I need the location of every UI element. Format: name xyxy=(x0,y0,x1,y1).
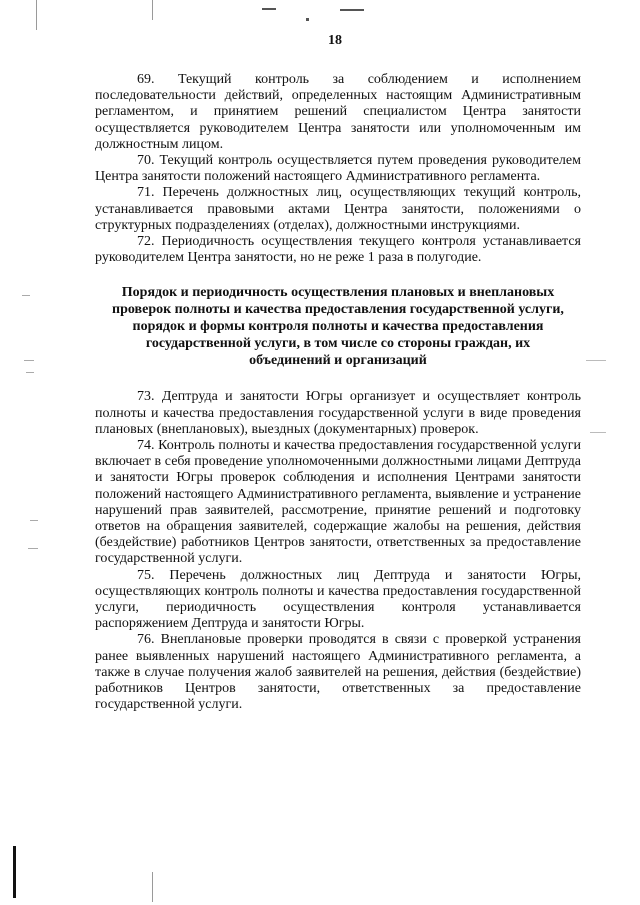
section-heading: Порядок и периодичность осуществления плановых и внеплановых проверок полноты и качества предоставления государственной услуги, порядок и формы контроля полноты и качества предоставления государственной услуги, в том числе со стороны граждан, их объединений и организаций xyxy=(112,285,564,369)
page-number: 18 xyxy=(328,33,342,48)
scan-artifact-line xyxy=(36,0,37,30)
scan-artifact-bar xyxy=(13,846,16,898)
document-body xyxy=(95,72,581,714)
paragraph-71: 71. Перечень должностных лиц, осуществляющих текущий контроль, устанавливается правовыми актами Центра занятости, положениями о структурных подразделениях (отделах), должностными инструкциями. xyxy=(95,185,581,233)
paragraph-76: 76. Внеплановые проверки проводятся в связи с проверкой устранения ранее выявленных нарушений настоящего Административного регламента, а также в случае получения жалоб заявителей на решения, действия (бездействие) работников Центров занятости, ответственных за предоставление государственной услуги. xyxy=(95,632,581,713)
scan-artifact-speck xyxy=(22,295,30,296)
scan-artifact-speck xyxy=(590,432,606,433)
scan-artifact-speck xyxy=(262,8,276,10)
paragraph-72: 72. Периодичность осуществления текущего контроля устанавливается руководителем Центра занятости, но не реже 1 раза в полугодие. xyxy=(95,234,581,266)
paragraph-69: 69. Текущий контроль за соблюдением и исполнением последовательности действий, определенных настоящим Административным регламентом, и принятием решений специалистом Центра занятости осуществляется руководителем Центра занятости или уполномоченным им должностным лицом. xyxy=(95,72,581,152)
paragraph-74: 74. Контроль полноты и качества предоставления государственной услуги включает в себя проведение уполномоченными должностными лицами Дептруда и занятости Югры проверок соблюдения и исполнения Центрами занятости положений настоящего Административного регламента, выявление и устранение нарушений прав заявителей, рассмотрение, принятие решений и подготовку ответов на обращения заявителей, содержащие жалобы на решения, действия (бездействие) работников Центров занятости, ответственных за предоставление государственной услуги. xyxy=(95,438,581,567)
scan-artifact-speck xyxy=(340,9,364,11)
paragraph-73: 73. Дептруда и занятости Югры организует и осуществляет контроль полноты и качества предоставления государственной услуги в виде проведения плановых (внеплановых), выездных (документарных) проверок. xyxy=(95,389,581,437)
scan-artifact-line xyxy=(152,872,153,902)
paragraph-70: 70. Текущий контроль осуществляется путем проведения руководителем Центра занятости положений настоящего Административного регламента. xyxy=(95,153,581,185)
paragraph-75: 75. Перечень должностных лиц Дептруда и занятости Югры, осуществляющих контроль полноты и качества предоставления государственной услуги, периодичность осуществления контроля устанавливается распоряжением Дептруда и занятости Югры. xyxy=(95,567,581,632)
scan-artifact-speck xyxy=(26,372,34,373)
scan-artifact-line xyxy=(152,0,153,20)
scan-artifact-speck xyxy=(306,18,309,21)
scan-artifact-speck xyxy=(30,520,38,521)
scan-artifact-speck xyxy=(586,360,606,361)
scan-artifact-speck xyxy=(28,548,38,549)
scan-artifact-speck xyxy=(24,360,34,361)
